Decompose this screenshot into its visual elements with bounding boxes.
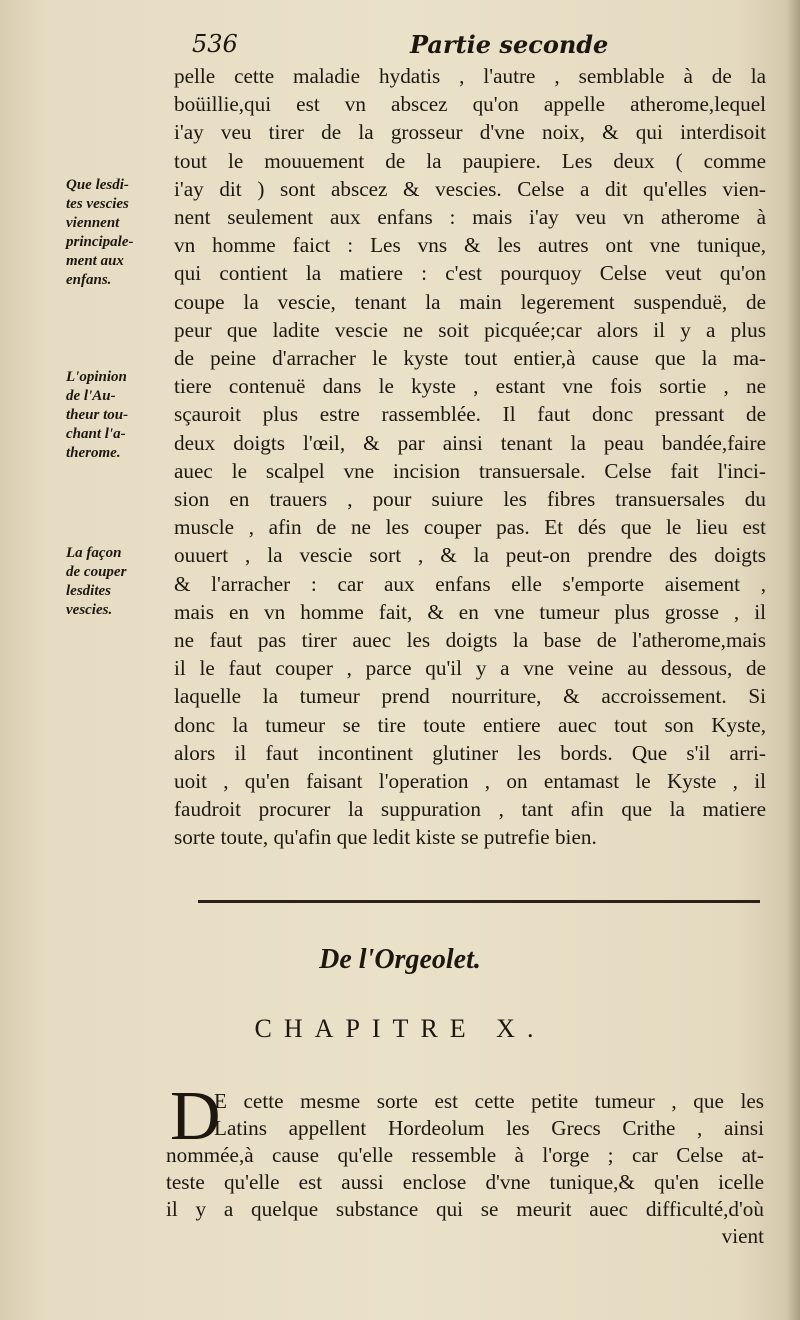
text-line: faudroit procurer la suppuration , tant afin que la matiere [174, 797, 766, 822]
text-line: muscle , afin de ne les couper pas. Et dés que le lieu est [174, 515, 766, 540]
text-line: deux doigts l'œil, & par ainsi tenant la peau bandée,faire [174, 430, 766, 455]
margin-note-line: theur tou- [66, 407, 129, 423]
text-line: nommée,à cause qu'elle ressemble à l'orge ; car Celse at- [166, 1143, 764, 1167]
text-line: E cette mesme sorte est cette petite tumeur , que les [214, 1089, 764, 1113]
text-line: donc la tumeur se tire toute entiere auec tout son Kyste, [174, 712, 766, 737]
running-head: Partie seconde [410, 30, 609, 59]
page-number: 536 [192, 30, 238, 58]
main-text-block [174, 62, 766, 852]
chapter-title: De l'Orgeolet. [319, 944, 481, 975]
text-line: sçauroit plus estre rassemblée. Il faut donc pressant de [174, 402, 766, 427]
margin-note-line: L'opinion [66, 369, 127, 385]
margin-note-atherome [66, 368, 176, 463]
text-line: sion en trauers , pour suiure les fibres transuersales du [174, 487, 766, 512]
text-line: de peine d'arracher le kyste tout entier,à cause que la ma- [174, 346, 766, 371]
margin-note-line: La façon [66, 545, 122, 561]
text-line: i'ay veu tirer de la grosseur d'vne noix, & qui interdisoit [174, 120, 766, 145]
text-line: uoit , qu'en faisant l'operation , on entamast le Kyste , il [174, 769, 766, 794]
margin-note-line: enfans. [66, 272, 112, 288]
text-line: alors il faut incontinent glutiner les bords. Que s'il arri- [174, 740, 766, 765]
text-line: nent seulement aux enfans : mais i'ay veu vn atherome à [174, 205, 766, 230]
text-line: il y a quelque substance qui se meurit auec difficulté,d'où [166, 1197, 764, 1221]
text-line: teste qu'elle est aussi enclose d'vne tunique,& qu'en icelle [166, 1170, 764, 1194]
text-line: boüillie,qui est vn abscez qu'on appelle atherome,lequel [174, 92, 766, 117]
text-line: laquelle la tumeur prend nourriture, & accroissement. Si [174, 684, 766, 709]
margin-note-line: de l'Au- [66, 388, 116, 404]
text-line: tout le mouuement de la paupiere. Les deux ( comme [174, 148, 766, 173]
text-line: sorte toute, qu'afin que ledit kiste se putrefie bien. [174, 825, 597, 850]
margin-note-line: chant l'a- [66, 426, 126, 442]
page-header [0, 30, 800, 66]
margin-note-line: therome. [66, 445, 121, 461]
chapter-number: CHAPITRE X. [254, 1014, 546, 1043]
margin-note-line: principale- [66, 234, 134, 250]
text-line: il le faut couper , parce qu'il y a vne veine au dessous, de [174, 656, 766, 681]
section-divider-rule [198, 900, 760, 903]
text-line: Latins appellent Hordeolum les Grecs Crithe , ainsi [214, 1116, 764, 1140]
page-gutter-shadow [786, 0, 800, 1320]
margin-note-line: vescies. [66, 602, 113, 618]
margin-note-line: lesdites [66, 583, 111, 599]
text-line: i'ay dit ) sont abscez & vescies. Celse a dit qu'elles vien- [174, 176, 766, 201]
text-line: peur que ladite vescie ne soit picquée;car alors il y a plus [174, 317, 766, 342]
text-line: ne faut pas tirer auec les doigts la base de l'atherome,mais [174, 628, 766, 653]
catchword: vient [721, 1224, 764, 1248]
margin-note-line: viennent [66, 215, 120, 231]
margin-note-line: ment aux [66, 253, 124, 269]
drop-cap: D [170, 1078, 221, 1155]
text-line: auec le scalpel vne incision transuersale. Celse fait l'inci- [174, 458, 766, 483]
margin-note-line: Que lesdi- [66, 177, 129, 193]
chapter-paragraph [166, 1088, 764, 1250]
text-line: mais en vn homme fait, & en vne tumeur plus grosse , il [174, 599, 766, 624]
text-line: tiere contenuë dans le kyste , estant vne fois sortie , ne [174, 374, 766, 399]
text-line: ouuert , la vescie sort , & la peut-on prendre des doigts [174, 543, 766, 568]
margin-note-enfans [66, 176, 176, 290]
text-line: coupe la vescie, tenant la main legerement suspenduë, de [174, 289, 766, 314]
text-line: qui contient la matiere : c'est pourquoy Celse veut qu'on [174, 261, 766, 286]
margin-note-line: tes vescies [66, 196, 129, 212]
text-line: & l'arracher : car aux enfans elle s'emporte aisement , [174, 571, 766, 596]
text-line: pelle cette maladie hydatis , l'autre , semblable à de la [174, 64, 766, 88]
margin-note-couper [66, 544, 176, 620]
margin-note-line: de couper [66, 564, 127, 580]
text-line: vn homme faict : Les vns & les autres ont vne tunique, [174, 233, 766, 258]
